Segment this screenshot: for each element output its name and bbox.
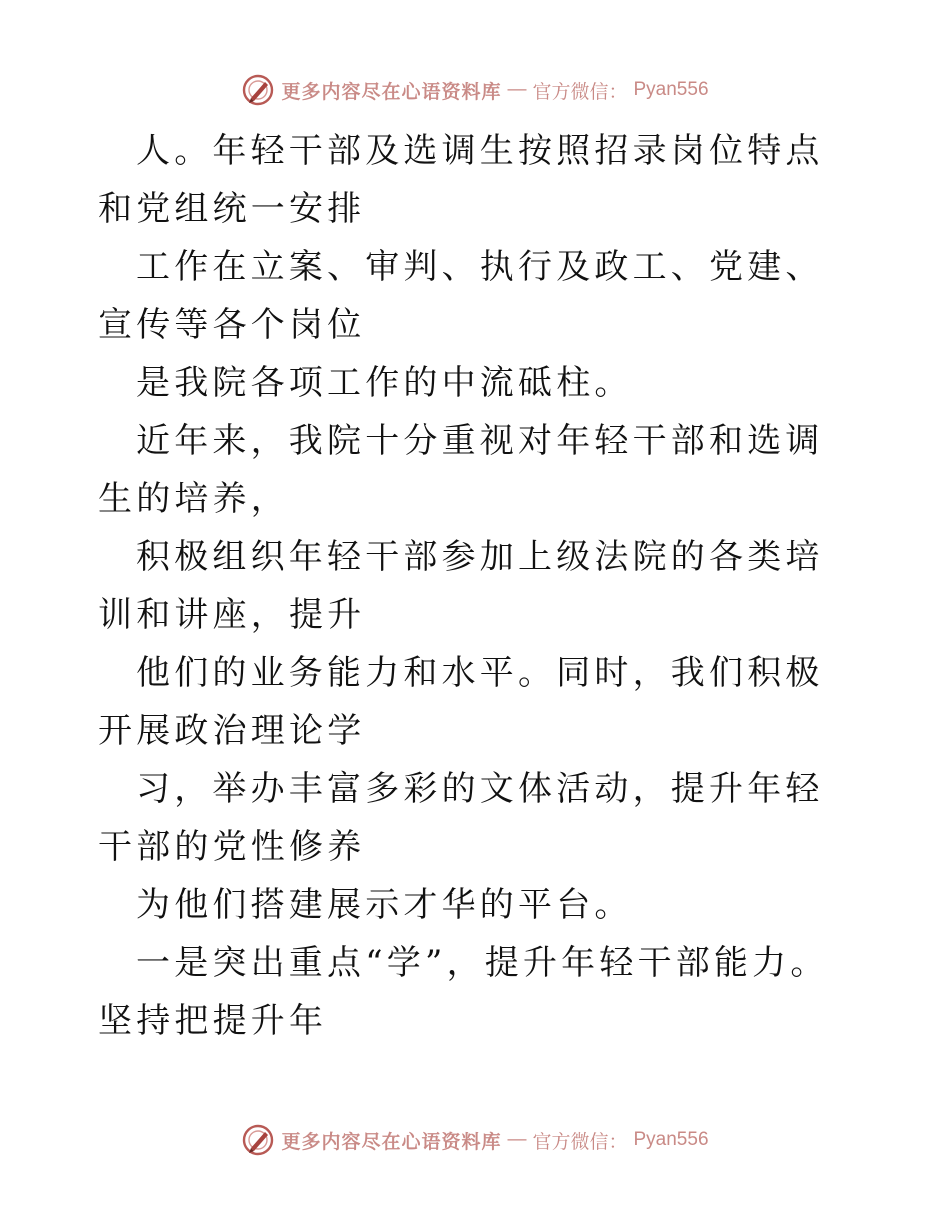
watermark-label: 官方微信： [532, 80, 628, 103]
paragraph: 工作在立案、审判、执行及政工、党建、宣传等各个岗位 [98, 247, 824, 345]
paragraph: 习，举办丰富多彩的文体活动，提升年轻干部的党性修养 [98, 769, 824, 867]
paragraph: 人。年轻干部及选调生按照招录岗位特点和党组统一安排 [98, 131, 824, 229]
paragraph: 近年来，我院十分重视对年轻干部和选调生的培养， [98, 421, 824, 519]
pen-logo-icon [241, 73, 275, 107]
paragraph: 是我院各项工作的中流砥柱。 [136, 363, 633, 403]
watermark-dash: — [507, 1129, 527, 1150]
watermark-label: 官方微信： [532, 1130, 628, 1153]
paragraph: 他们的业务能力和水平。同时，我们积极开展政治理论学 [98, 653, 824, 751]
watermark-dash: — [507, 79, 527, 100]
pen-logo-icon [241, 1123, 275, 1157]
watermark-brand-text: 更多内容尽在心语资料库 [281, 1130, 502, 1153]
paragraph: 积极组织年轻干部参加上级法院的各类培训和讲座，提升 [98, 537, 824, 635]
footer-watermark [0, 1120, 950, 1160]
paragraph: 一是突出重点“学”，提升年轻干部能力。坚持把提升年 [98, 943, 829, 1041]
watermark-brand-text: 更多内容尽在心语资料库 [281, 80, 502, 103]
header-watermark [0, 70, 950, 110]
watermark-wechat-id: Pyan556 [633, 1129, 709, 1150]
paragraph: 为他们搭建展示才华的平台。 [136, 885, 633, 925]
document-body [98, 122, 858, 1050]
watermark-wechat-id: Pyan556 [633, 79, 709, 100]
